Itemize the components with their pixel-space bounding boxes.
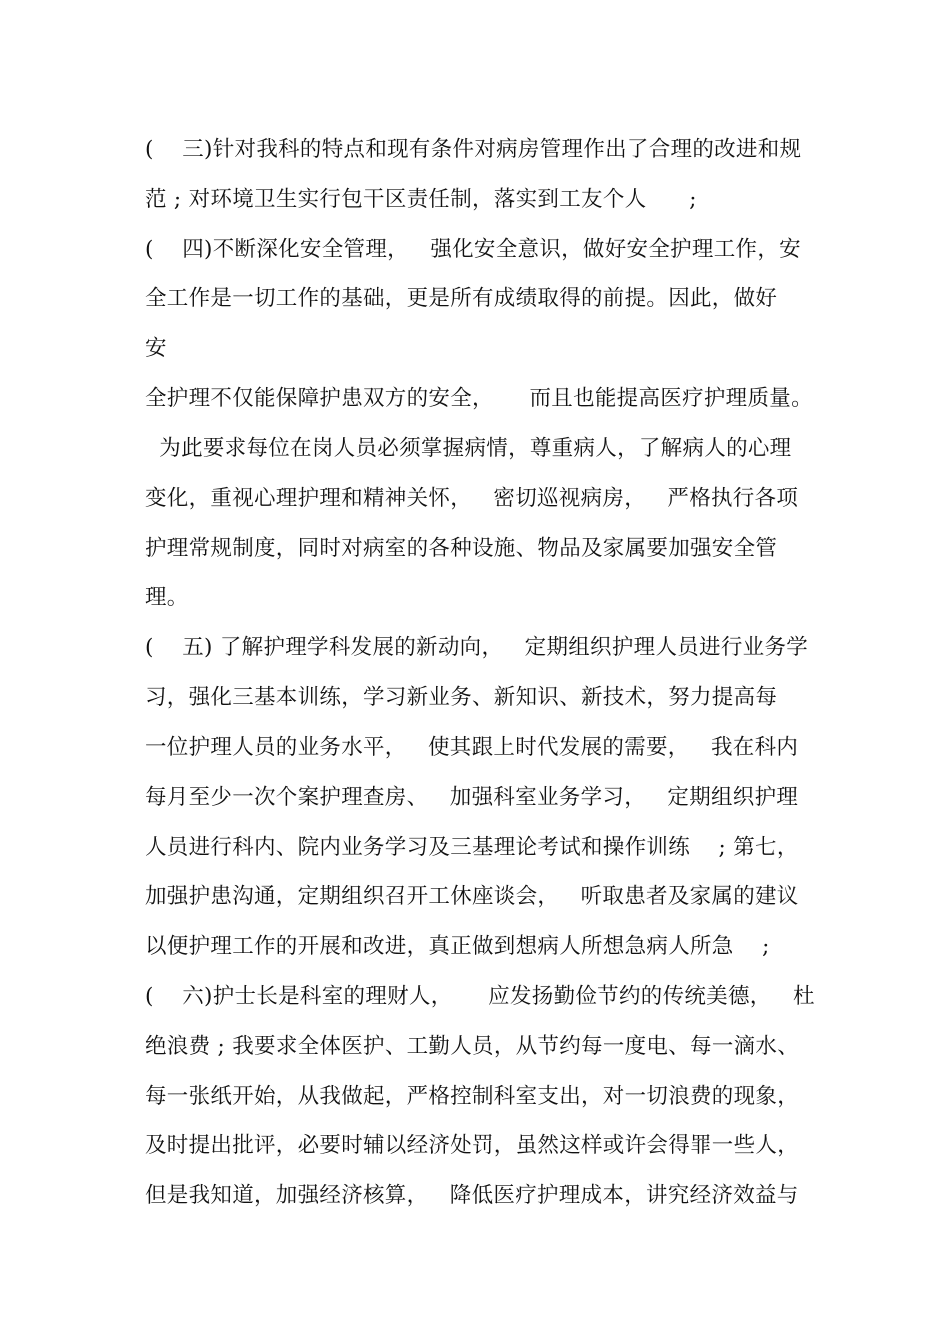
text-line: 以便护理工作的开展和改进，真正做到想病人所想急病人所急 ; (145, 934, 770, 959)
text-line: ( 三)针对我科的特点和现有条件对病房管理作出了合理的改进和规 (145, 137, 802, 162)
text-line: 安 (145, 336, 167, 361)
text-line: 每月至少一次个案护理查房、 加强科室业务学习， 定期组织护理 (145, 785, 799, 810)
text-line: 习，强化三基本训练，学习新业务、新知识、新技术，努力提高每 (145, 685, 778, 710)
text-line: 加强护患沟通，定期组织召开工休座谈会， 听取患者及家属的建议 (145, 884, 799, 909)
text-line: 一位护理人员的业务水平， 使其跟上时代发展的需要， 我在科内 (145, 735, 799, 760)
text-line: ( 四)不断深化安全管理， 强化安全意识，做好安全护理工作，安 (145, 237, 801, 262)
text-line: ( 六)护士长是科室的理财人， 应发扬勤俭节约的传统美德， 杜 (145, 984, 815, 1009)
text-line: 绝浪费 ; 我要求全体医护、工勤人员，从节约每一度电、每一滴水、 (145, 1034, 800, 1059)
text-line: 及时提出批评，必要时辅以经济处罚，虽然这样或许会得罪一些人， (145, 1133, 800, 1158)
text-line: 全护理不仅能保障护患双方的安全， 而且也能提高医疗护理质量。 (145, 386, 813, 411)
text-line: 全工作是一切工作的基础，更是所有成绩取得的前提。因此，做好 (145, 286, 778, 311)
text-line: 理。 (145, 585, 189, 610)
text-line: 人员进行科内、院内业务学习及三基理论考试和操作训练 ; 第七， (145, 835, 799, 860)
text-line: 护理常规制度，同时对病室的各种设施、物品及家属要加强安全管 (145, 536, 778, 561)
text-line: 为此要求每位在岗人员必须掌握病情，尊重病人，了解病人的心理 (145, 436, 792, 461)
text-line: ( 五) 了解护理学科发展的新动向， 定期组织护理人员进行业务学 (145, 635, 809, 660)
text-line: 变化，重视心理护理和精神关怀， 密切巡视病房， 严格执行各项 (145, 486, 799, 511)
text-line: 范 ; 对环境卫生实行包干区责任制，落实到工友个人 ; (145, 187, 697, 212)
text-line: 但是我知道，加强经济核算， 降低医疗护理成本，讲究经济效益与 (145, 1183, 799, 1208)
text-line: 每一张纸开始，从我做起，严格控制科室支出，对一切浪费的现象， (145, 1084, 800, 1109)
